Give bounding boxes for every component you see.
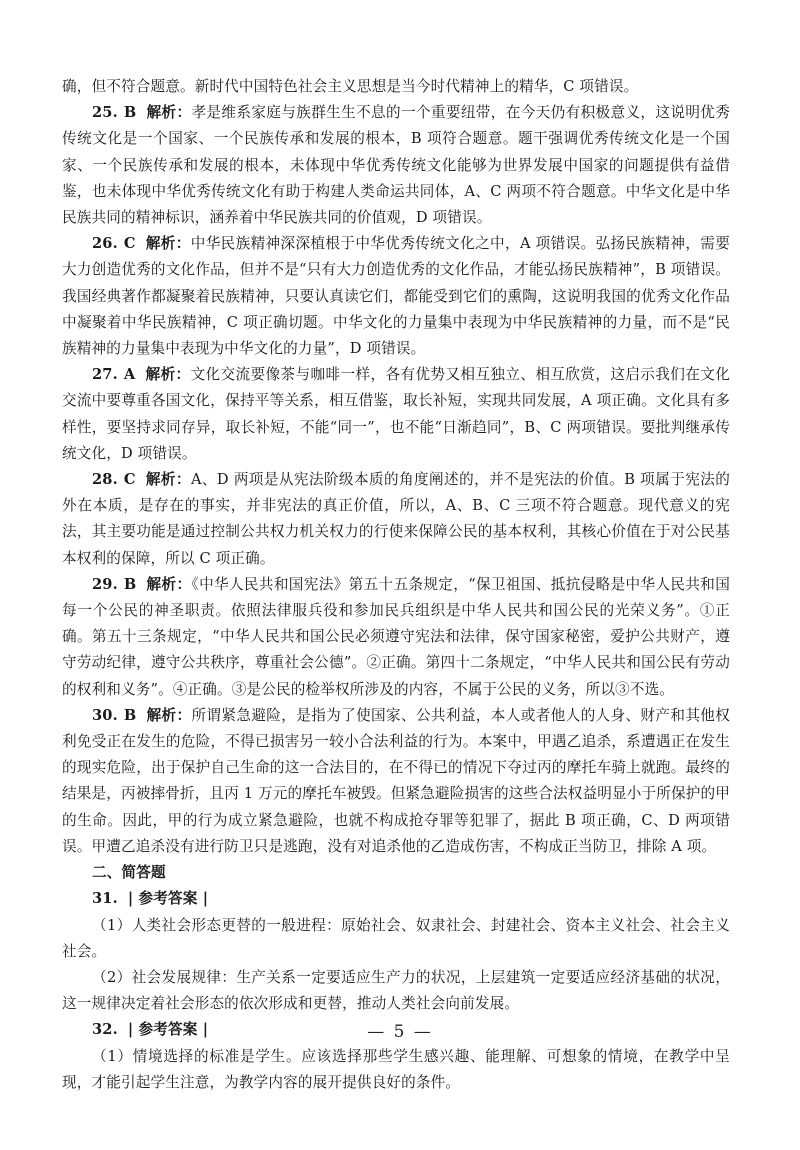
question-number: 30.: [92, 706, 118, 724]
analysis-text: 文化交流要像茶与咖啡一样，各有优势又相互独立、相互欣赏，这启示我们在文化交流中要尊重各国文化，保持平等关系，相互借鉴，取长补短，实现共同发展，A 项正确。文化具有多样性，要坚持求同存异，取长补短，不能“同一”，也不能“日渐趋同”，B、C 两项错误。要批判继承传统文化，D 项错误。: [62, 366, 731, 462]
analysis-text: 《中华人民共和国宪法》第五十五条规定，“保卫祖国、抵抗侵略是中华人民共和国每一个公民的神圣职责。依照法律服兵役和参加民兵组织是中华人民共和国公民的光荣义务”。①正确。第五十三条规定，“中华人民共和国公民必须遵守宪法和法律，保守国家秘密，爱护公共财产，遵守劳动纪律，遵守公共秩序，尊重社会公德”。②正确。第四十二条规定，“中华人民共和国公民有劳动的权利和义务”。④正确。③是公民的检举权所涉及的内容，不属于公民的义务，所以③不选。: [62, 575, 731, 698]
answer-28: [62, 467, 730, 572]
page-number: — 5 —: [367, 1022, 433, 1042]
question-31-header: [62, 886, 730, 912]
q31-item-1: （1）人类社会形态更替的一般进程：原始社会、奴隶社会、封建社会、资本主义社会、社会主义社会。: [62, 916, 730, 960]
question-number: 32.: [92, 1021, 118, 1039]
q32-item-1: （1）情境选择的标准是学生。应该选择那些学生感兴趣、能理解、可想象的情境，在教学中呈现，才能引起学生注意，为教学内容的展开提供良好的条件。: [62, 1047, 730, 1091]
answer-27: [62, 362, 730, 467]
question-number: 28.: [92, 471, 118, 489]
answer-25: [62, 100, 730, 231]
answer-26: [62, 231, 730, 362]
analysis-label: 解析：: [146, 575, 192, 593]
answer-30: [62, 703, 730, 860]
analysis-label: 解析：: [145, 471, 191, 489]
analysis-label: 解析：: [146, 706, 192, 724]
question-number: 25.: [92, 104, 118, 122]
analysis-text: 所谓紧急避险，是指为了使国家、公共利益，本人或者他人的人身、财产和其他权利免受正在发生的危险，不得已损害另一较小合法利益的行为。本案中，甲遇乙追杀，系遭遇正在发生的现实危险，出于保护自己生命的这一合法目的，在不得已的情况下夺过丙的摩托车骑上就跑。最终的结果是，丙被摔骨折，且丙 1 万元的摩托车被毁。但紧急避险损害的这些合法权益明显小于所保护的甲的生命。因此，甲的行为成立紧急避险，也就不构成抢夺罪等犯罪了，据此 B 项正确，C、D 两项错误。甲遭乙追杀没有进行防卫只是逃跑，没有对追杀他的乙造成伤害，不构成正当防卫，排除 A 项。: [62, 706, 731, 855]
answer-29: [62, 572, 730, 703]
answer-letter: A: [123, 366, 136, 384]
answer-letter: B: [123, 706, 137, 724]
lead-paragraph: 确，但不符合题意。新时代中国特色社会主义思想是当今时代精神上的精华，C 项错误。: [62, 78, 639, 95]
question-number: 26.: [92, 235, 118, 253]
analysis-label: 解析：: [145, 235, 191, 253]
answer-letter: B: [123, 104, 137, 122]
analysis-label: 解析：: [146, 104, 192, 122]
analysis-text: A、D 两项是从宪法阶级本质的角度阐述的，并不是宪法的价值。B 项属于宪法的外在本质，是存在的事实，并非宪法的真正价值，所以，A、B、C 三项不符合题意。现代意义的宪法，其主要功能是通过控制公共权力机关权力的行使来保障公民的基本权利，其核心价值在于对公民基本权利的保障，所以 C 项正确。: [62, 471, 730, 567]
reference-answer-label: | 参考答案 |: [127, 890, 209, 908]
question-number: 31.: [92, 890, 118, 908]
answer-letter: C: [123, 471, 136, 489]
answer-letter: B: [123, 575, 137, 593]
analysis-label: 解析：: [145, 366, 191, 384]
reference-answer-label: | 参考答案 |: [127, 1021, 209, 1039]
analysis-text: 孝是维系家庭与族群生生不息的一个重要纽带，在今天仍有积极意义，这说明优秀传统文化是一个国家、一个民族传承和发展的根本，B 项符合题意。题干强调优秀传统文化是一个国家、一个民族传承和发展的根本，未体现中华优秀传统文化能够为世界发展中国家的问题提供有益借鉴，也未体现中华优秀传统文化有助于构建人类命运共同体，A、C 两项不符合题意。中华文化是中华民族共同的精神标识，涵养着中华民族共同的价值观，D 项错误。: [62, 104, 731, 227]
answer-letter: C: [123, 235, 136, 253]
analysis-text: 中华民族精神深深植根于中华优秀传统文化之中，A 项错误。弘扬民族精神，需要大力创造优秀的文化作品，但并不是“只有大力创造优秀的文化作品，才能弘扬民族精神”，B 项错误。我国经典著作都凝聚着民族精神，只要认真读它们，都能受到它们的熏陶，这说明我国的优秀文化作品中凝聚着中华民族精神，C 项正确切题。中华文化的力量集中表现为中华民族精神的力量，而不是“民族精神的力量集中表现为中华文化的力量”，D 项错误。: [62, 235, 731, 358]
q31-item-2: （2）社会发展规律：生产关系一定要适应生产力的状况，上层建筑一定要适应经济基础的状况，这一规律决定着社会形态的依次形成和更替，推动人类社会向前发展。: [62, 968, 730, 1013]
question-number: 27.: [92, 366, 118, 384]
answer-page: [62, 74, 730, 1096]
question-number: 29.: [92, 575, 118, 593]
section-heading: 二、简答题: [92, 864, 166, 882]
